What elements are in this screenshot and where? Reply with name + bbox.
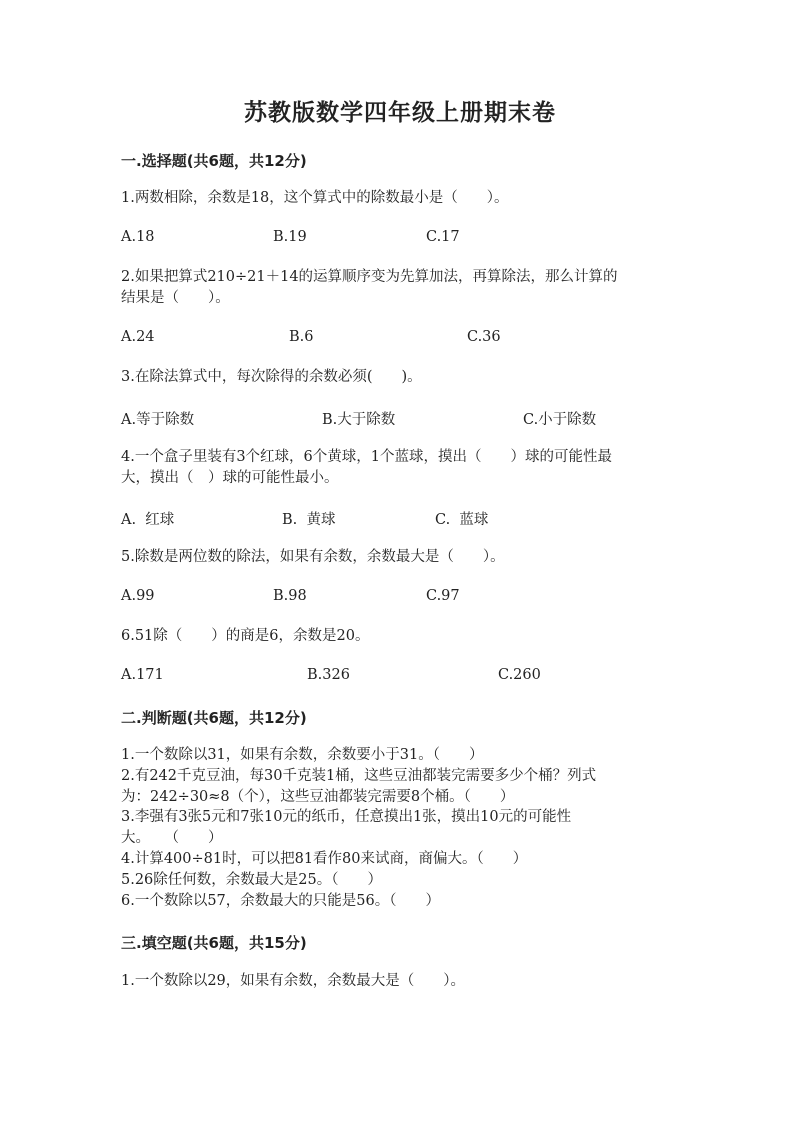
judge-line-7: 5.26除任何数，余数最大是25。（ ）	[121, 872, 382, 888]
choice-6-option-b: B.326	[307, 667, 350, 683]
judge-line-3: 为：242÷30≈8（个），这些豆油都装完需要8个桶。（ ）	[121, 789, 515, 805]
judge-line-1: 1.一个数除以31，如果有余数，余数要小于31。（ ）	[121, 747, 484, 763]
choice-1-option-c: C.17	[426, 229, 460, 245]
judge-line-8: 6.一个数除以57，余数最大的只能是56。（ ）	[121, 893, 440, 909]
choice-question-4	[121, 447, 691, 489]
section-heading-choice: 一.选择题(共6题，共12分)	[121, 152, 307, 170]
choice-question-2	[121, 267, 691, 309]
choice-3-option-c: C.小于除数	[523, 412, 597, 428]
choice-question-3: 3.在除法算式中，每次除得的余数必须( )。	[121, 369, 422, 385]
choice-question-5: 5.除数是两位数的除法，如果有余数，余数最大是（ ）。	[121, 549, 505, 565]
judge-line-2: 2.有242千克豆油，每30千克装1桶，这些豆油都装完需要多少个桶？列式	[121, 768, 597, 784]
fill-question-1: 1.一个数除以29，如果有余数，余数最大是（ ）。	[121, 973, 466, 989]
choice-6-option-c: C.260	[498, 667, 541, 683]
choice-question-2-line-1: 2.如果把算式210÷21＋14的运算顺序变为先算加法，再算除法，那么计算的	[121, 269, 618, 285]
section-heading-fill: 三.填空题(共6题，共15分)	[121, 934, 307, 952]
choice-5-option-b: B.98	[273, 588, 307, 604]
choice-4-option-c: C. 蓝球	[435, 512, 489, 528]
choice-2-option-b: B.6	[289, 329, 314, 345]
choice-3-option-a: A.等于除数	[121, 412, 195, 428]
exam-title: 苏教版数学四年级上册期末卷	[244, 100, 556, 126]
choice-4-option-a: A. 红球	[121, 512, 175, 528]
choice-question-4-line-1: 4.一个盒子里装有3个红球，6个黄球，1个蓝球，摸出（ ）球的可能性最	[121, 449, 613, 465]
choice-6-option-a: A.171	[121, 667, 164, 683]
judge-line-5: 大。 （ ）	[121, 830, 223, 846]
choice-3-option-b: B.大于除数	[322, 412, 396, 428]
choice-5-option-c: C.97	[426, 588, 460, 604]
choice-1-option-a: A.18	[121, 229, 155, 245]
judge-line-6: 4.计算400÷81时，可以把81看作80来试商，商偏大。（ ）	[121, 851, 528, 867]
choice-question-2-line-2: 结果是（ ）。	[121, 290, 230, 306]
choice-2-option-c: C.36	[467, 329, 501, 345]
choice-question-1: 1.两数相除，余数是18，这个算式中的除数最小是（ ）。	[121, 190, 509, 206]
choice-question-4-line-2: 大，摸出（ ）球的可能性最小。	[121, 470, 339, 486]
choice-question-6: 6.51除（ ）的商是6，余数是20。	[121, 628, 370, 644]
choice-2-option-a: A.24	[121, 329, 155, 345]
section-heading-judge: 二.判断题(共6题，共12分)	[121, 709, 307, 727]
choice-1-option-b: B.19	[273, 229, 307, 245]
choice-4-option-b: B. 黄球	[282, 512, 336, 528]
choice-5-option-a: A.99	[121, 588, 155, 604]
judge-line-4: 3.李强有3张5元和7张10元的纸币，任意摸出1张，摸出10元的可能性	[121, 809, 572, 825]
